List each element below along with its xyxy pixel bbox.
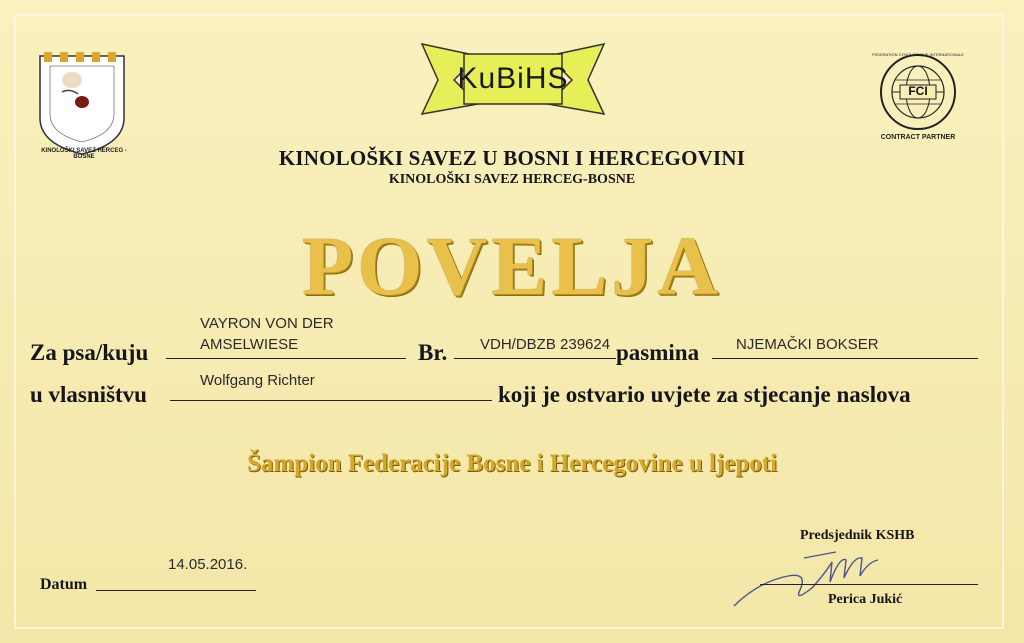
registration-number: VDH/DBZB 239624 (480, 336, 611, 353)
kshb-logo-text: KINOLOŠKI SAVEZ HERCEG - BOSNE (41, 148, 127, 160)
president-name: Perica Jukić (828, 592, 903, 607)
date-value: 14.05.2016. (168, 556, 248, 573)
number-label: Br. (418, 340, 448, 365)
breed-line (712, 358, 978, 359)
owner-line (170, 400, 492, 401)
owner-name: Wolfgang Richter (200, 372, 315, 389)
certificate-title: POVELJA (301, 220, 723, 313)
association-name: KINOLOŠKI SAVEZ HERCEG-BOSNE (388, 172, 636, 187)
date-line (96, 590, 256, 591)
kubihs-logo (418, 40, 608, 118)
award-title: Šampion Federacije Bosne i Hercegovine u ljepoti (246, 450, 778, 477)
kshb-emblem-icon (36, 48, 128, 156)
owner-label: u vlasništvu (30, 382, 147, 407)
dog-label: Za psa/kuju (30, 340, 149, 365)
federation-name: KINOLOŠKI SAVEZ U BOSNI I HERCEGOVINI (278, 146, 746, 170)
kubihs-logo-text: KuBiHS (457, 62, 569, 95)
breed-value: NJEMAČKI BOKSER (736, 336, 879, 353)
kshb-logo (36, 48, 128, 160)
fci-ring-text: FEDERATION CYNOLOGIQUE INTERNATIONALE (872, 52, 964, 57)
signature-line (760, 584, 978, 585)
number-line (454, 358, 616, 359)
date-label: Datum (40, 576, 88, 593)
dog-name-line2: AMSELWIESE (200, 336, 299, 353)
dog-name-line1: VAYRON VON DER (200, 315, 334, 332)
condition-text: koji je ostvario uvjete za stjecanje naslova (498, 382, 911, 407)
fci-center-text: FCI (908, 84, 928, 98)
fci-caption: CONTRACT PARTNER (880, 134, 956, 141)
breed-label: pasmina (616, 340, 700, 365)
fci-logo (866, 52, 970, 148)
president-title: Predsjednik KSHB (800, 528, 915, 543)
dog-line (166, 358, 406, 359)
